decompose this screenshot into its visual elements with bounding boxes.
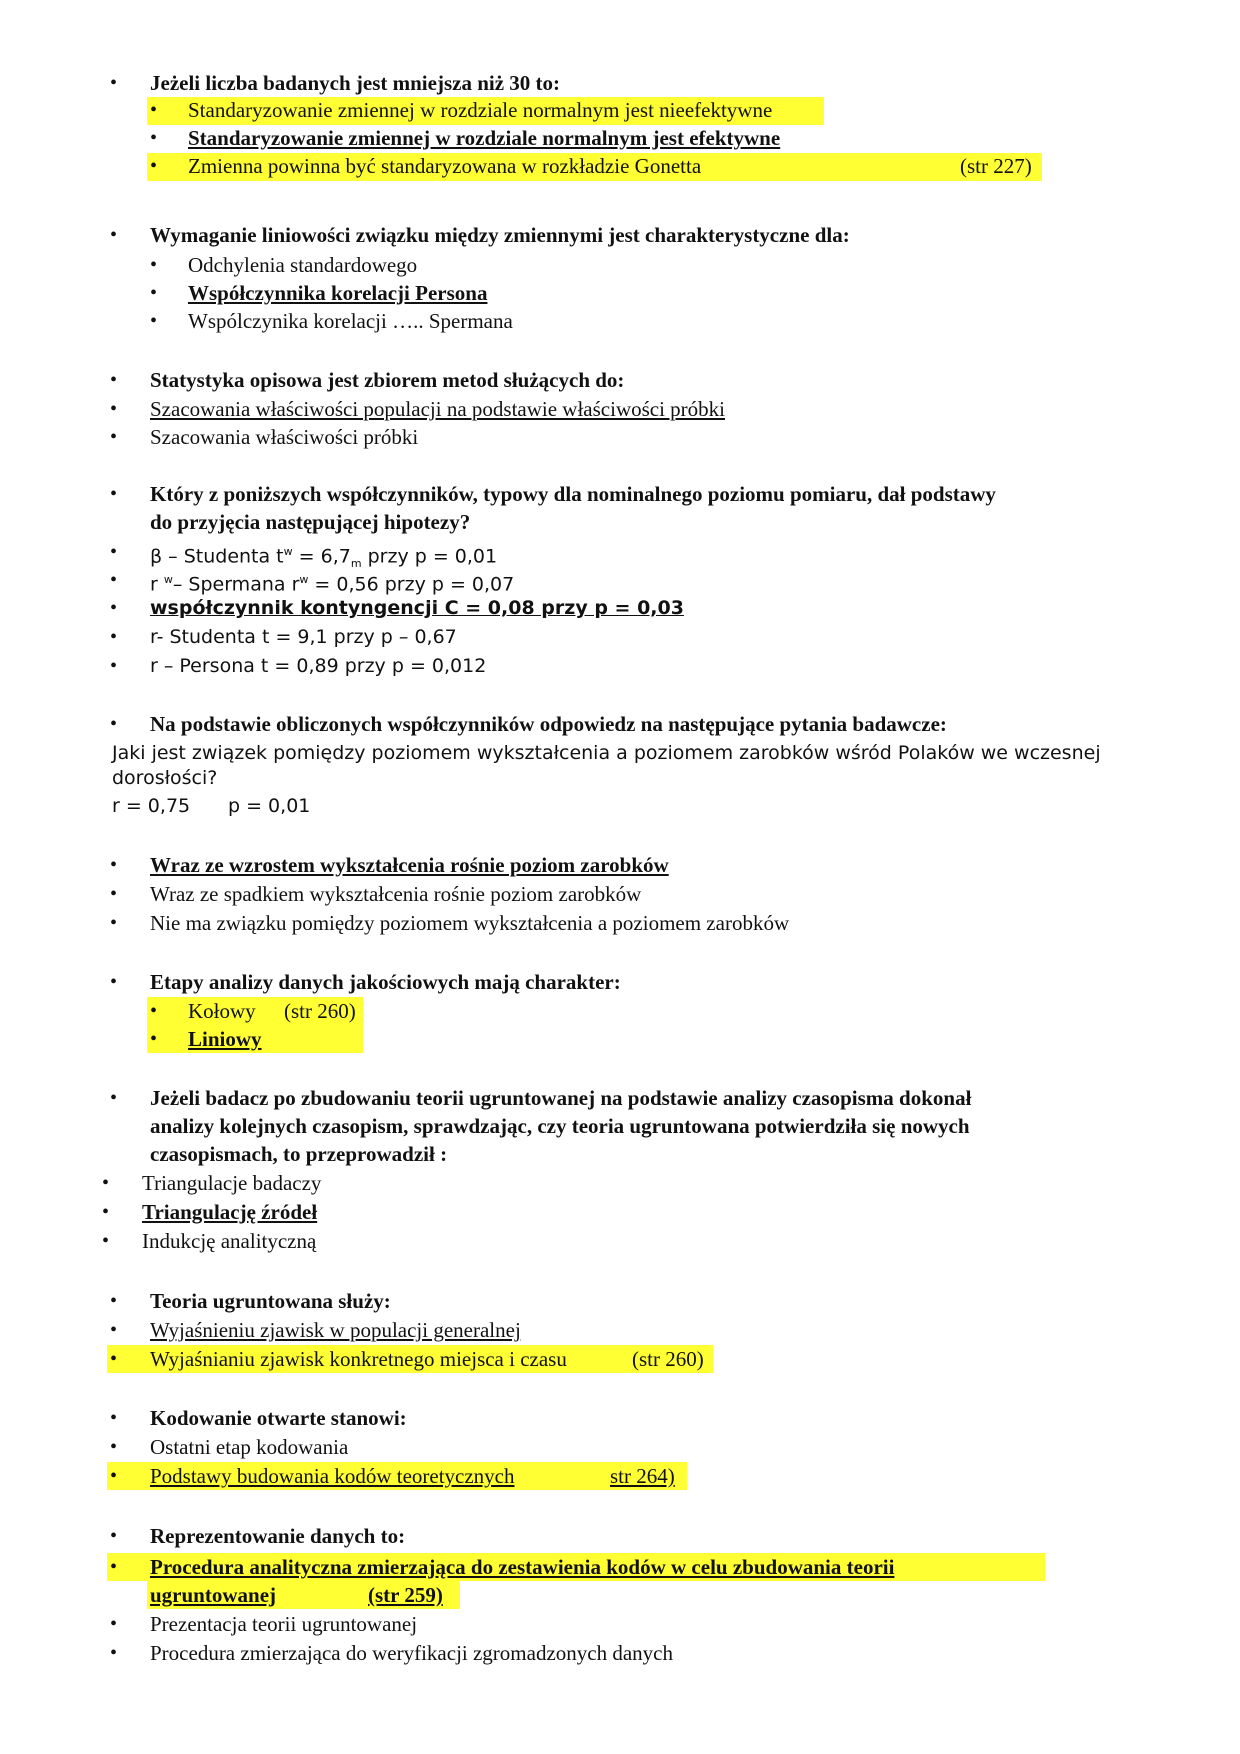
bullet-icon: • (110, 224, 118, 246)
question-3: Statystyka opisowa jest zbiorem metod służących do: (150, 368, 625, 392)
coefficient-r: r = 0,75 (112, 795, 191, 817)
answer-7c: Indukcję analityczną (142, 1229, 317, 1253)
answer-1a: Standaryzowanie zmiennej w rozdziale normalnym jest nieefektywne (188, 98, 773, 122)
answer-2a: Odchylenia standardowego (188, 253, 418, 277)
answer-10a-line-1: Procedura analityczna zmierzająca do zestawienia kodów w celu zbudowania teorii (150, 1555, 895, 1579)
answer-4c: współczynnik kontyngencji C = 0,08 przy p = 0,03 (150, 597, 684, 619)
bullet-icon: • (110, 626, 118, 648)
bullet-icon: • (110, 713, 118, 735)
bullet-icon: • (110, 1613, 118, 1635)
bullet-icon: • (150, 155, 158, 177)
answer-8b: Wyjaśnianiu zjawisk konkretnego miejsca i czasu (150, 1347, 567, 1371)
page-reference: (str 260) (632, 1347, 704, 1371)
bullet-icon: • (110, 426, 118, 448)
answer-3b: Szacowania właściwości próbki (150, 425, 419, 449)
bullet-icon: • (110, 971, 118, 993)
question-4-line-2: do przyjęcia następującej hipotezy? (150, 510, 471, 534)
bullet-icon: • (110, 1525, 118, 1547)
answer-5b: Wraz ze spadkiem wykształcenia rośnie poziom zarobków (150, 882, 642, 906)
answer-2c: Wspólczynika korelacji ….. Spermana (188, 309, 513, 333)
question-7-line-1: Jeżeli badacz po zbudowaniu teorii ugruntowanej na podstawie analizy czasopisma dokonał (150, 1086, 972, 1110)
bullet-icon: • (110, 883, 118, 905)
question-2: Wymaganie liniowości związku między zmiennymi jest charakterystyczne dla: (150, 223, 850, 247)
answer-7a: Triangulacje badaczy (142, 1171, 322, 1195)
bullet-icon: • (150, 282, 158, 304)
bullet-icon: • (102, 1230, 110, 1252)
page-reference: (str 260) (284, 999, 356, 1023)
answer-4d: r- Studenta t = 9,1 przy p – 0,67 (150, 626, 457, 648)
answer-1c: Zmienna powinna być standaryzowana w rozkładzie Gonetta (188, 154, 702, 178)
question-5-text-line-1: Jaki jest związek pomiędzy poziomem wykształcenia a poziomem zarobków wśród Polaków we wczesnej (112, 742, 1101, 764)
bullet-icon: • (110, 1642, 118, 1664)
question-5-text-line-2: dorosłości? (112, 767, 218, 789)
answer-10a-line-2: ugruntowanej (150, 1583, 277, 1607)
answer-10c: Procedura zmierzająca do weryfikacji zgromadzonych danych (150, 1641, 673, 1665)
question-4-line-1: Który z poniższych współczynników, typowy dla nominalnego poziomu pomiaru, dał podstawy (150, 482, 996, 506)
bullet-icon: • (110, 1556, 118, 1578)
question-10: Reprezentowanie danych to: (150, 1524, 406, 1548)
answer-7b: Triangulację źródeł (142, 1200, 318, 1224)
bullet-icon: • (102, 1172, 110, 1194)
question-8: Teoria ugruntowana służy: (150, 1289, 391, 1313)
question-5: Na podstawie obliczonych współczynników odpowiedz na następujące pytania badawcze: (150, 712, 947, 736)
question-7-line-2: analizy kolejnych czasopism, sprawdzając, czy teoria ugruntowana potwierdziła się nowych (150, 1114, 970, 1138)
bullet-icon: • (110, 1465, 118, 1487)
bullet-icon: • (110, 72, 118, 94)
bullet-icon: • (110, 655, 118, 677)
bullet-icon: • (110, 1436, 118, 1458)
coefficient-p: p = 0,01 (228, 795, 311, 817)
answer-4e: r – Persona t = 0,89 przy p = 0,012 (150, 655, 487, 677)
bullet-icon: • (110, 597, 118, 619)
bullet-icon: • (110, 398, 118, 420)
answer-2b: Współczynnika korelacji Persona (188, 281, 488, 305)
bullet-icon: • (110, 1087, 118, 1109)
answer-6b: Liniowy (188, 1027, 262, 1051)
question-7-line-3: czasopismach, to przeprowadził : (150, 1142, 448, 1166)
answer-9b: Podstawy budowania kodów teoretycznych (150, 1464, 515, 1488)
answer-5a: Wraz ze wzrostem wykształcenia rośnie poziom zarobków (150, 853, 669, 877)
question-9: Kodowanie otwarte stanowi: (150, 1406, 407, 1430)
bullet-icon: • (110, 483, 118, 505)
answer-3a: Szacowania właściwości populacji na podstawie właściwości próbki (150, 397, 726, 421)
bullet-icon: • (110, 569, 118, 591)
question-6: Etapy analizy danych jakościowych mają charakter: (150, 970, 621, 994)
bullet-icon: • (102, 1201, 110, 1223)
bullet-icon: • (110, 912, 118, 934)
page-reference: (str 227) (960, 154, 1032, 178)
answer-5c: Nie ma związku pomiędzy poziomem wykształcenia a poziomem zarobków (150, 911, 790, 935)
bullet-icon: • (110, 1348, 118, 1370)
answer-4b: r $^w$– Spermana $r^w = 0,56$ przy p = 0,07 (150, 573, 515, 596)
bullet-icon: • (110, 369, 118, 391)
bullet-icon: • (150, 99, 158, 121)
page-reference: str 264) (610, 1464, 675, 1488)
bullet-icon: • (150, 310, 158, 332)
answer-10b: Prezentacja teorii ugruntowanej (150, 1612, 418, 1636)
bullet-icon: • (150, 254, 158, 276)
question-1: Jeżeli liczba badanych jest mniejsza niż 30 to: (150, 71, 561, 95)
answer-8a: Wyjaśnieniu zjawisk w populacji generalnej (150, 1318, 521, 1342)
bullet-icon: • (150, 127, 158, 149)
bullet-icon: • (110, 541, 118, 563)
bullet-icon: • (150, 1000, 158, 1022)
answer-6a: Kołowy (188, 999, 256, 1023)
answer-9a: Ostatni etap kodowania (150, 1435, 349, 1459)
page-reference: (str 259) (368, 1583, 443, 1607)
answer-4a: β – Studenta $t^w = 6,7_m$ przy p = 0,01 (150, 545, 498, 571)
bullet-icon: • (110, 1290, 118, 1312)
bullet-icon: • (110, 854, 118, 876)
bullet-icon: • (110, 1407, 118, 1429)
bullet-icon: • (150, 1028, 158, 1050)
bullet-icon: • (110, 1319, 118, 1341)
answer-1b: Standaryzowanie zmiennej w rozdziale normalnym jest efektywne (188, 126, 781, 150)
